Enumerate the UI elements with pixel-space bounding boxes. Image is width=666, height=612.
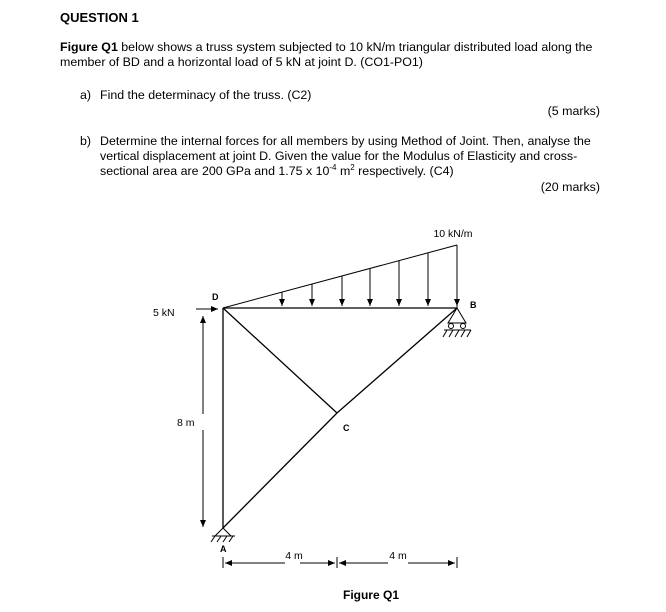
height-label: 8 m [177, 417, 195, 429]
span2-label: 4 m [389, 550, 407, 562]
load-top-line [223, 245, 457, 308]
part-b-exponent-1: -4 [329, 162, 337, 172]
horizontal-load-label: 5 kN [153, 307, 175, 319]
load-arrows [282, 245, 457, 306]
pin-support-a [211, 528, 235, 542]
member-dc [223, 308, 337, 413]
load-label: 10 kN/m [433, 228, 473, 240]
part-a-label: a) [80, 88, 92, 102]
distributed-load [223, 228, 473, 308]
member-cb [337, 308, 457, 413]
part-b-label: b) [80, 134, 92, 148]
member-ac [223, 413, 337, 528]
joint-c-label: C [343, 423, 350, 433]
joint-b-label: B [470, 300, 477, 310]
part-a-marks: (5 marks) [547, 104, 600, 118]
part-b-text-post: respectively. (C4) [354, 164, 454, 178]
figure-caption: Figure Q1 [342, 588, 400, 602]
part-a-text: Find the determinacy of the truss. (C2) [100, 88, 312, 102]
truss-members [223, 308, 457, 528]
span-dimension [223, 557, 457, 568]
question-title: QUESTION 1 [60, 10, 139, 25]
roller-support-b [443, 308, 471, 337]
intro-text: below shows a truss system subjected to 10 kN/m triangular distributed load along the member of BD and a horizontal load of 5 kN at joint D. (CO1-PO1) [60, 40, 593, 69]
figure-reference: Figure Q1 [60, 40, 118, 54]
part-b-exponent-2: 2 [350, 162, 355, 172]
joint-d-label: D [212, 292, 219, 302]
part-b-text-pre: Determine the internal forces for all members by using Method of Joint. Then, analyse the vertical displacement at joint D. Given the value for the Modulus of Elasticity and cross-sectional area are 200 GPa and 1.75 x 10 [100, 134, 591, 178]
joint-a-label: A [220, 544, 227, 554]
part-b-text-mid: m [336, 164, 351, 178]
part-b-marks: (20 marks) [540, 180, 600, 194]
span1-label: 4 m [285, 550, 303, 562]
